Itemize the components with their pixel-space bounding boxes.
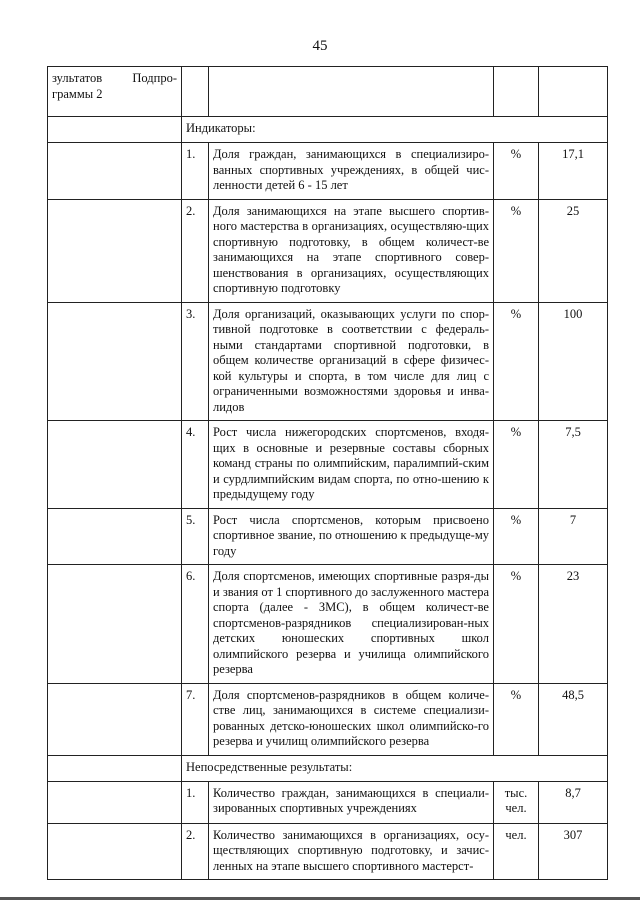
subprogram-label-cell bbox=[48, 67, 182, 117]
row-value: 8,7 bbox=[539, 781, 608, 823]
row-unit: тыс. чел. bbox=[494, 781, 539, 823]
subprogram-label-part1: зультатов bbox=[52, 71, 103, 85]
empty-cell bbox=[48, 755, 182, 781]
section-header-indicators: Индикаторы: bbox=[182, 117, 608, 143]
table-row bbox=[48, 781, 608, 823]
row-value: 25 bbox=[539, 199, 608, 302]
row-text: Рост числа спортсменов, которым присвоено спортивное звание, по отношению к предыдуще-му году bbox=[209, 508, 494, 565]
row-text: Доля спортсменов, имеющих спортивные разря-ды и звания от 1 спортивного до заслуженного мастера спорта (далее - ЗМС), в общем количест-ве спортсменов-разрядников специализирован-ных детских юношеских спортивных школ олимпийского резерва и училища олимпийского резерва bbox=[209, 565, 494, 684]
row-text: Доля организаций, оказывающих услуги по спор-тивной подготовке в соответствии с федераль-ными стандартами спортивной подготовки, в общем количестве организаций в сфере физичес-кой культуры и спорта, в том числе для лиц с ограниченными возможностями здоровья и инва-лидов bbox=[209, 302, 494, 421]
row-text: Количество граждан, занимающихся в специали-зированных спортивных учреждениях bbox=[209, 781, 494, 823]
row-value: 48,5 bbox=[539, 683, 608, 755]
subprogram-label-part3: граммы 2 bbox=[52, 86, 103, 101]
section-header-direct-results: Непосредственные результаты: bbox=[182, 755, 608, 781]
row-unit: чел. bbox=[494, 823, 539, 880]
page-number: 45 bbox=[312, 38, 328, 54]
row-text: Доля спортсменов-разрядников в общем количе-стве лиц, занимающихся в системе специализи-рованных детско-юношеских школ олимпийско-го резерва и училищ олимпийского резерва bbox=[209, 683, 494, 755]
row-unit: % bbox=[494, 683, 539, 755]
empty-cell bbox=[48, 143, 182, 200]
empty-cell bbox=[48, 302, 182, 421]
empty-cell bbox=[182, 67, 209, 117]
row-text: Количество занимающихся в организациях, осу-ществляющих спортивную подготовку, и зачис-ленных на этапе высшего спортивного мастерст- bbox=[209, 823, 494, 880]
row-value: 23 bbox=[539, 565, 608, 684]
row-text: Доля занимающихся на этапе высшего спортив-ного мастерства в организациях, осуществляю-щих спортивную подготовку, в общем количест-ве занимающихся на этапе спортивного совер-шенствования в организациях, осуществляющих спортивную подготовку bbox=[209, 199, 494, 302]
empty-cell bbox=[539, 67, 608, 117]
row-number: 1. bbox=[182, 781, 209, 823]
indicators-table bbox=[47, 66, 608, 880]
row-unit: % bbox=[494, 565, 539, 684]
table-row bbox=[48, 565, 608, 684]
row-number: 6. bbox=[182, 565, 209, 684]
row-text: Доля граждан, занимающихся в специализиро-ванных спортивных учреждениях, в общей чис-ленности детей 6 - 15 лет bbox=[209, 143, 494, 200]
row-number: 2. bbox=[182, 823, 209, 880]
table-row bbox=[48, 421, 608, 509]
table-row bbox=[48, 199, 608, 302]
row-number: 2. bbox=[182, 199, 209, 302]
section-row bbox=[48, 755, 608, 781]
row-value: 17,1 bbox=[539, 143, 608, 200]
row-number: 5. bbox=[182, 508, 209, 565]
empty-cell bbox=[48, 823, 182, 880]
table-row bbox=[48, 302, 608, 421]
empty-cell bbox=[48, 421, 182, 509]
subprogram-label-part2: Подпро- bbox=[132, 71, 177, 85]
page-bottom-edge bbox=[0, 897, 640, 900]
row-unit: % bbox=[494, 199, 539, 302]
empty-cell bbox=[48, 508, 182, 565]
empty-cell bbox=[48, 565, 182, 684]
row-number: 4. bbox=[182, 421, 209, 509]
table-row bbox=[48, 143, 608, 200]
table-row bbox=[48, 508, 608, 565]
table-row bbox=[48, 823, 608, 880]
table-row bbox=[48, 683, 608, 755]
empty-cell bbox=[48, 117, 182, 143]
row-number: 1. bbox=[182, 143, 209, 200]
row-unit: % bbox=[494, 143, 539, 200]
empty-cell bbox=[48, 199, 182, 302]
row-unit: % bbox=[494, 508, 539, 565]
row-value: 7,5 bbox=[539, 421, 608, 509]
section-row bbox=[48, 117, 608, 143]
row-value: 100 bbox=[539, 302, 608, 421]
row-number: 7. bbox=[182, 683, 209, 755]
row-value: 307 bbox=[539, 823, 608, 880]
row-number: 3. bbox=[182, 302, 209, 421]
row-unit: % bbox=[494, 302, 539, 421]
row-value: 7 bbox=[539, 508, 608, 565]
table-row bbox=[48, 67, 608, 117]
empty-cell bbox=[48, 683, 182, 755]
empty-cell bbox=[209, 67, 494, 117]
empty-cell bbox=[48, 781, 182, 823]
row-unit: % bbox=[494, 421, 539, 509]
empty-cell bbox=[494, 67, 539, 117]
row-text: Рост числа нижегородских спортсменов, входя-щих в основные и резервные составы сборных команд страны по олимпийским, паралимпий-ским и сурдлимпийским видам спорта, по отно-шению к предыдущему году bbox=[209, 421, 494, 509]
